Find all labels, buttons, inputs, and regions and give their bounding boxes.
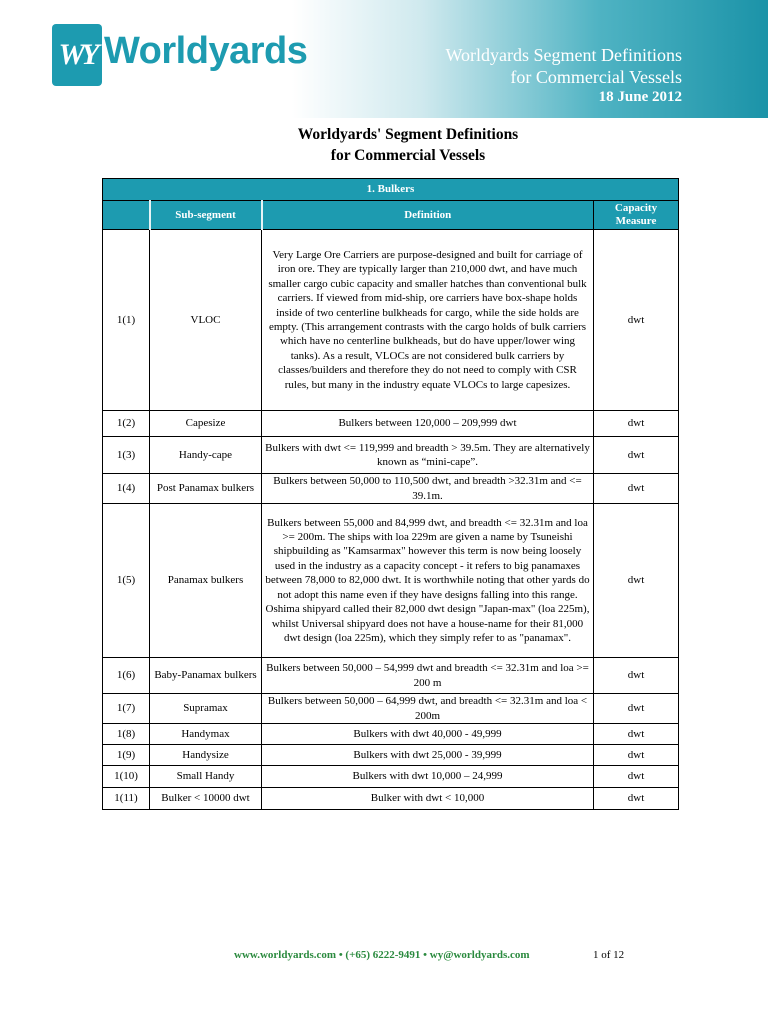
row-id: 1(1): [103, 230, 150, 411]
logo-letters: WY: [58, 38, 96, 71]
header-title-line-1: Worldyards Segment Definitions: [445, 45, 682, 65]
row-id: 1(8): [103, 724, 150, 745]
row-id: 1(11): [103, 788, 150, 810]
worldyards-logo-mark: [52, 24, 102, 86]
row-subsegment: Capesize: [150, 411, 262, 437]
row-definition: Bulker with dwt < 10,000: [262, 788, 594, 810]
row-definition: Bulkers between 50,000 to 110,500 dwt, and breadth >32.31m and <= 39.1m.: [262, 474, 594, 504]
page-header: [0, 0, 768, 118]
row-capacity: dwt: [594, 504, 679, 658]
row-id: 1(5): [103, 504, 150, 658]
email-link[interactable]: wy@worldyards.com: [429, 949, 530, 961]
header-title: [445, 44, 682, 88]
row-id: 1(9): [103, 745, 150, 766]
table-row: [103, 745, 679, 766]
page-number: 1 of 12: [593, 949, 625, 961]
row-id: 1(6): [103, 658, 150, 694]
row-capacity: dwt: [594, 745, 679, 766]
column-header-subsegment: Sub-segment: [150, 201, 262, 230]
row-subsegment: Baby-Panamax bulkers: [150, 658, 262, 694]
document-title-line-2: for Commercial Vessels: [330, 147, 486, 164]
row-definition: Bulkers between 120,000 – 209,999 dwt: [262, 411, 594, 437]
table-row: [103, 766, 679, 788]
row-subsegment: Handysize: [150, 745, 262, 766]
row-capacity: dwt: [594, 766, 679, 788]
row-definition: Bulkers with dwt <= 119,999 and breadth > 39.5m. They are alternatively known as “mini-cape”.: [262, 437, 594, 474]
row-id: 1(2): [103, 411, 150, 437]
header-title-line-2: for Commercial Vessels: [510, 67, 682, 87]
worldyards-logo-text: Worldyards: [104, 30, 308, 72]
row-id: 1(3): [103, 437, 150, 474]
table-row: [103, 474, 679, 504]
table-row: [103, 437, 679, 474]
row-capacity: dwt: [594, 658, 679, 694]
row-definition: Bulkers between 55,000 and 84,999 dwt, and breadth <= 32.31m and loa >= 200m. The ships with loa 229m are given a name by Tsuneishi shipbuilding as "Kamsarmax" however this term is now being loosely used in the industry as a capacity concept - it refers to big panamaxes between 78,000 to 82,000 dwt. It is worthwhile noting that other yards do not adopt this name even if they have designs falling into this range. Oshima shipyard called their 82,000 dwt design "Japan-max" (loa 225m), whilst Universal shipyard does not have a house-name for their 81,000 dwt design (loa 225m), which they simply refer to as "panamax".: [262, 504, 594, 658]
header-date: 18 June 2012: [598, 89, 682, 105]
row-capacity: dwt: [594, 411, 679, 437]
phone-text: • (+65) 6222-9491 •: [338, 949, 428, 961]
column-header-definition: Definition: [262, 201, 594, 230]
row-subsegment: Handymax: [150, 724, 262, 745]
document-title: [0, 124, 768, 166]
website-link[interactable]: www.worldyards.com: [234, 949, 337, 961]
row-subsegment: Supramax: [150, 694, 262, 724]
row-subsegment: VLOC: [150, 230, 262, 411]
row-subsegment: Post Panamax bulkers: [150, 474, 262, 504]
row-subsegment: Small Handy: [150, 766, 262, 788]
row-id: 1(7): [103, 694, 150, 724]
table-row: [103, 658, 679, 694]
table-row: [103, 504, 679, 658]
row-subsegment: Panamax bulkers: [150, 504, 262, 658]
row-id: 1(4): [103, 474, 150, 504]
row-definition: Very Large Ore Carriers are purpose-designed and built for carriage of iron ore. They are typically larger than 210,000 dwt, and have much smaller cargo cubic capacity and smaller hatches than conventional bulk carriers. If viewed from mid-ship, ore carriers have box-shape holds inside of two centerline bulkheads for cargo, while the side holds are empty. (This arrangement contrasts with the cargo holds of bulk carriers which have no centerline bulkheads, but do have upper/lower wing tanks). As a result, VLOCs are not considered bulk carriers by classes/builders and therefore they do not need to comply with CSR rules, but many in the industry equate VLOCs to large capesizes.: [262, 230, 594, 411]
row-capacity: dwt: [594, 474, 679, 504]
row-definition: Bulkers with dwt 25,000 - 39,999: [262, 745, 594, 766]
row-definition: Bulkers with dwt 40,000 - 49,999: [262, 724, 594, 745]
row-capacity: dwt: [594, 694, 679, 724]
column-header-number: [103, 201, 150, 230]
row-subsegment: Handy-cape: [150, 437, 262, 474]
row-definition: Bulkers between 50,000 – 54,999 dwt and breadth <= 32.31m and loa >= 200 m: [262, 658, 594, 694]
table-row: [103, 788, 679, 810]
table-row: [103, 724, 679, 745]
row-capacity: dwt: [594, 437, 679, 474]
row-capacity: dwt: [594, 724, 679, 745]
section-title: 1. Bulkers: [103, 179, 679, 201]
table-row: [103, 411, 679, 437]
footer-contact: [234, 949, 530, 961]
row-capacity: dwt: [594, 230, 679, 411]
row-capacity: dwt: [594, 788, 679, 810]
row-subsegment: Bulker < 10000 dwt: [150, 788, 262, 810]
table-row: [103, 694, 679, 724]
column-header-capacity: Capacity Measure: [594, 201, 679, 230]
bulkers-table: [102, 178, 679, 810]
table-row: [103, 230, 679, 411]
document-title-line-1: Worldyards' Segment Definitions: [297, 126, 519, 143]
row-definition: Bulkers with dwt 10,000 – 24,999: [262, 766, 594, 788]
row-definition: Bulkers between 50,000 – 64,999 dwt, and breadth <= 32.31m and loa < 200m: [262, 694, 594, 724]
row-id: 1(10): [103, 766, 150, 788]
